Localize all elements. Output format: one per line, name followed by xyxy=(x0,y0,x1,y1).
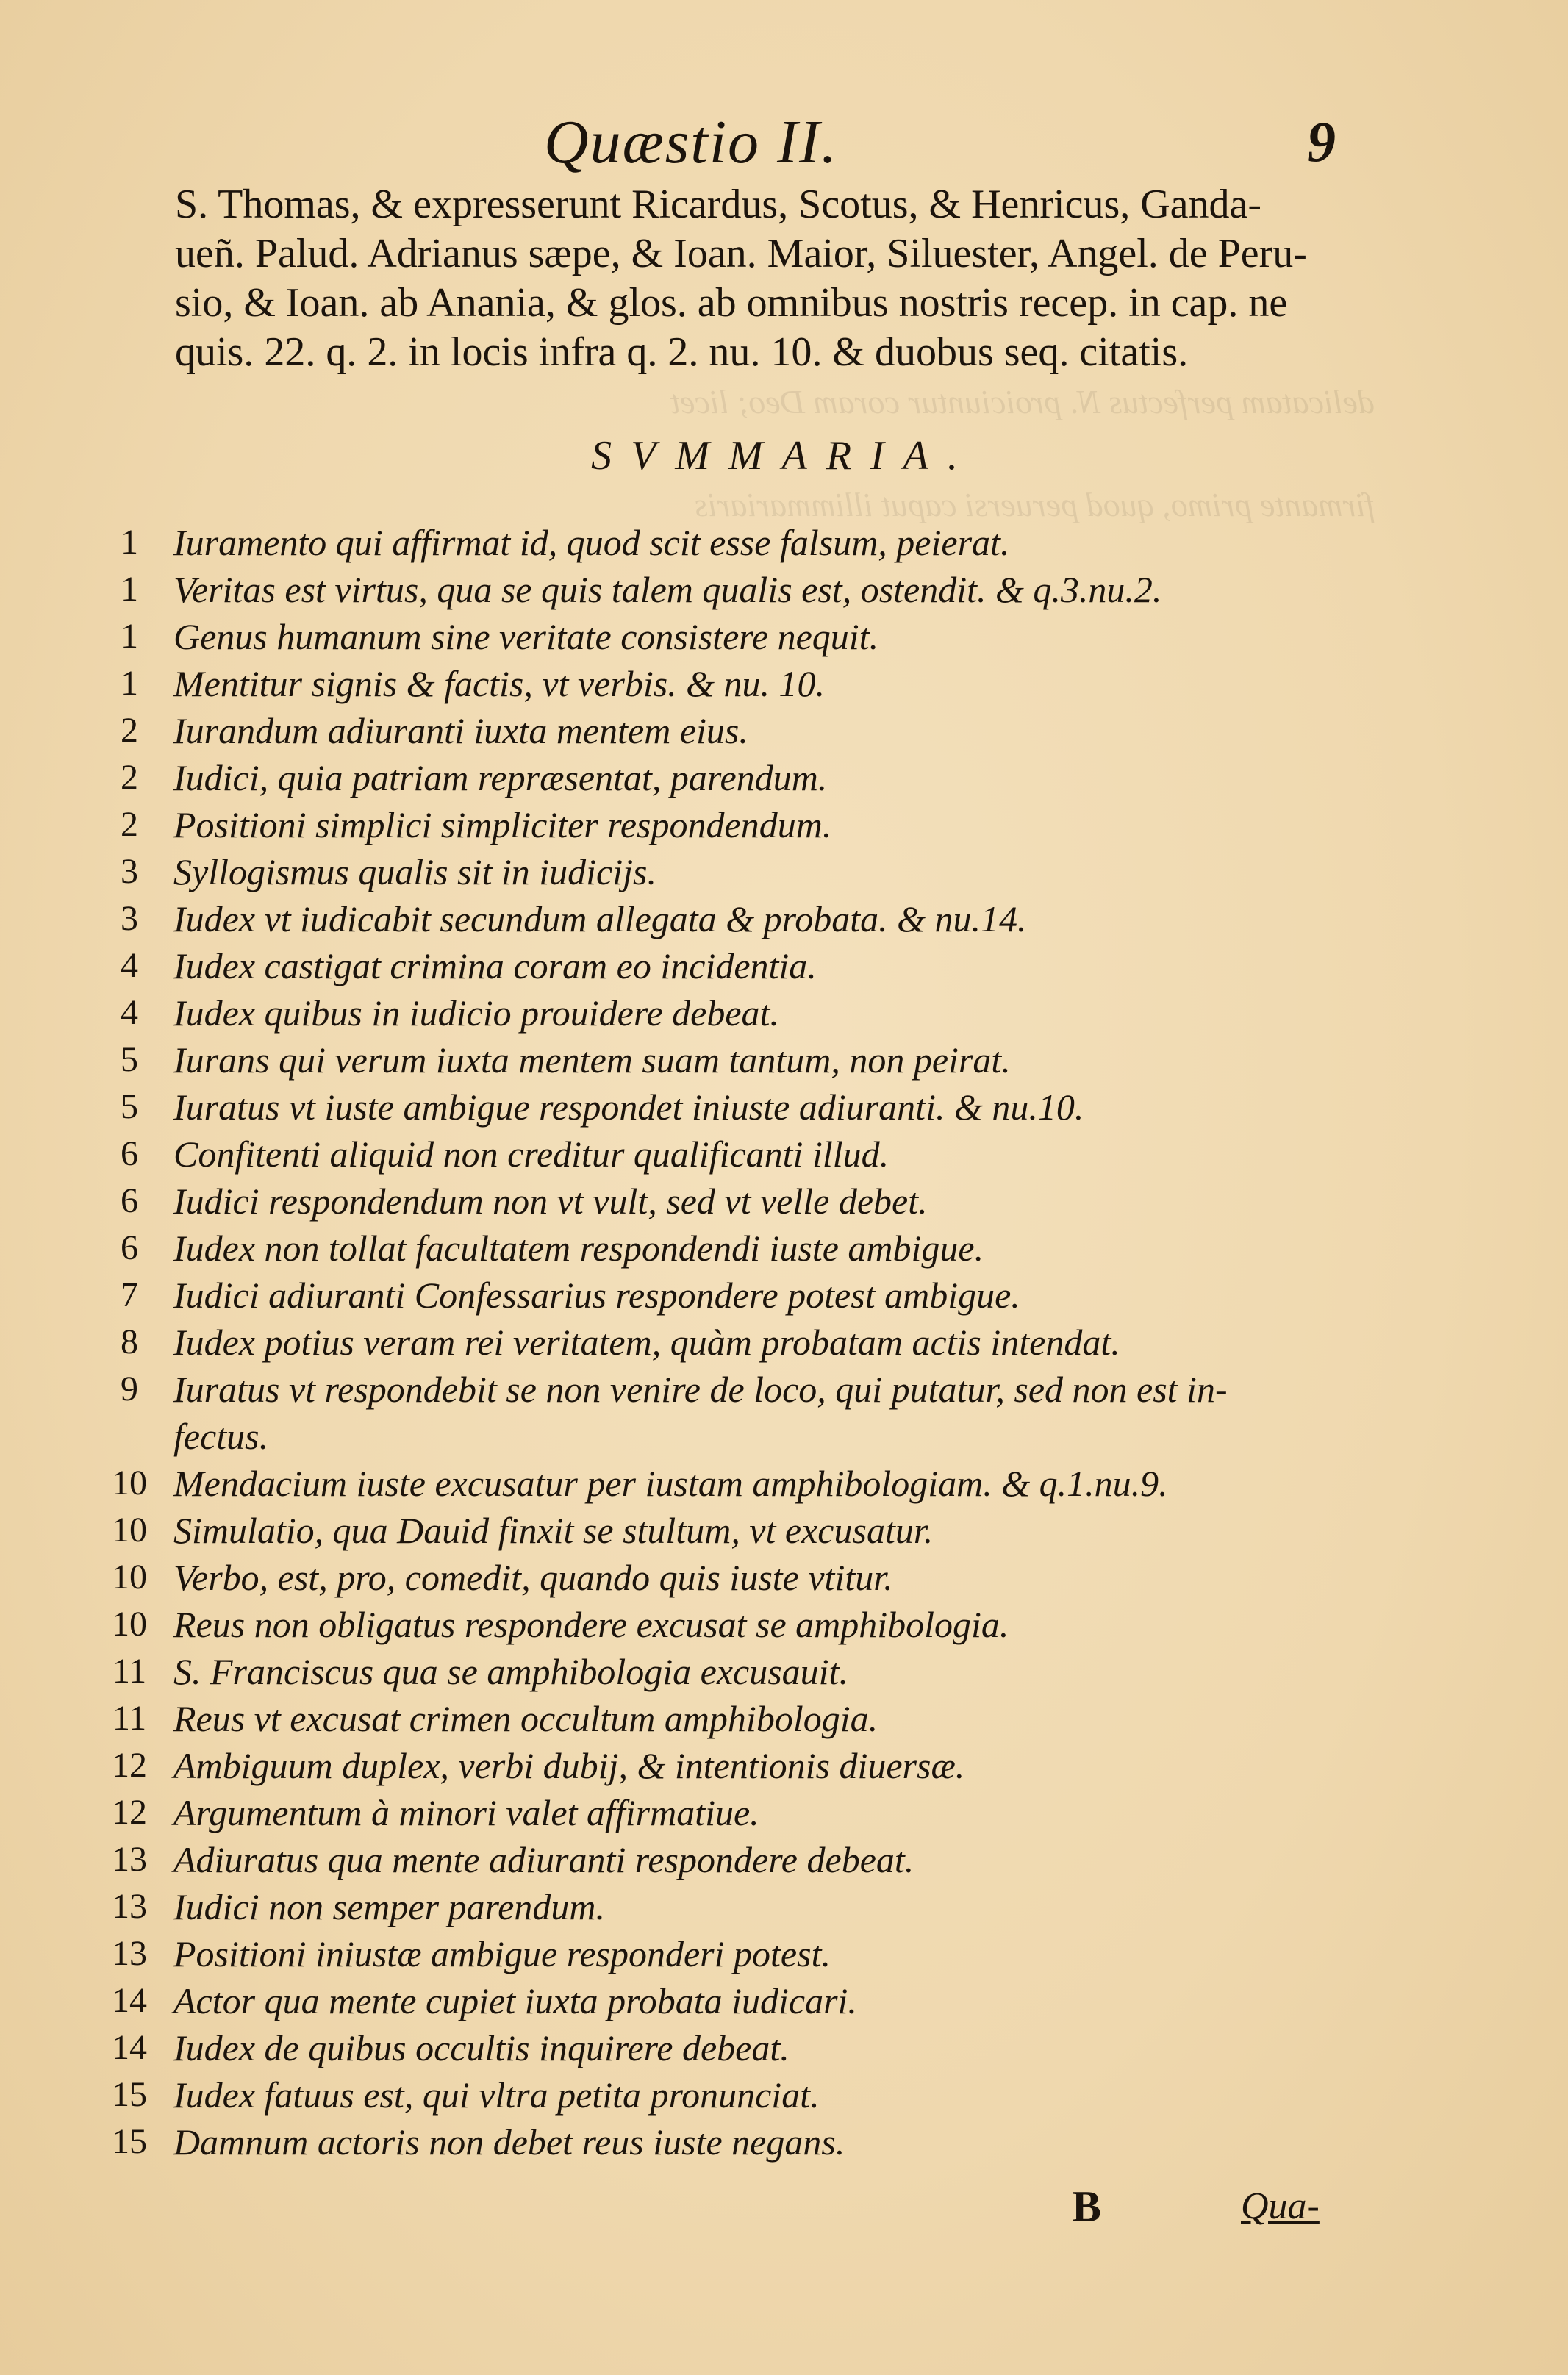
entry-number: 1 xyxy=(121,570,138,609)
summary-entry xyxy=(0,1930,1568,1977)
entry-text: Iurandum adiuranti iuxta mentem eius. xyxy=(173,710,748,751)
bleed-through-text: delicatam perfectus N. proiciuntur coram Deo; licet xyxy=(670,383,1375,420)
entry-text: Mentitur signis & factis, vt verbis. & nu. 10. xyxy=(173,663,826,704)
entry-number: 7 xyxy=(121,1275,138,1314)
entry-number: 14 xyxy=(112,1981,147,2020)
catchword: Qua- xyxy=(1241,2185,1320,2227)
entry-number: 10 xyxy=(112,1558,147,1597)
entry-text: Argumentum à minori valet affirmatiue. xyxy=(173,1792,759,1833)
entry-number: 8 xyxy=(121,1322,138,1361)
page-number: 9 xyxy=(1307,110,1336,173)
entry-number: 11 xyxy=(112,1699,147,1738)
intro-line: quis. 22. q. 2. in locis infra q. 2. nu. 10. & duobus seq. citatis. xyxy=(175,329,1189,375)
entry-number: 1 xyxy=(121,617,138,656)
entry-text: Iudex de quibus occultis inquirere debeat. xyxy=(173,2027,790,2068)
summary-entry xyxy=(0,566,1568,613)
entry-text-continuation: fectus. xyxy=(173,1416,269,1457)
entry-text: Iudex fatuus est, qui vltra petita pronunciat. xyxy=(173,2074,820,2116)
entry-text: Actor qua mente cupiet iuxta probata iudicari. xyxy=(173,1980,857,2021)
bleed-through-text: firmante primo, quod peruersi caput illimmariaris xyxy=(694,486,1375,523)
entry-number: 3 xyxy=(121,852,138,891)
entry-text: Iudici respondendum non vt vult, sed vt velle debet. xyxy=(173,1181,928,1222)
entry-number: 13 xyxy=(112,1840,147,1879)
summary-entry xyxy=(0,1836,1568,1883)
entry-number: 5 xyxy=(121,1087,138,1126)
entry-number: 14 xyxy=(112,2028,147,2067)
summary-entry xyxy=(0,1554,1568,1601)
summary-entry xyxy=(0,1083,1568,1131)
summary-entry xyxy=(0,1789,1568,1836)
summary-entry xyxy=(0,1977,1568,2024)
running-head-title: Quæstio II. xyxy=(544,108,838,176)
entry-number: 13 xyxy=(112,1934,147,1973)
entry-number: 12 xyxy=(112,1793,147,1832)
summary-entry xyxy=(0,613,1568,660)
entry-text: Iurans qui verum iuxta mentem suam tantum, non peirat. xyxy=(173,1039,1011,1081)
entry-text: Iudex potius veram rei veritatem, quàm probatam actis intendat. xyxy=(173,1322,1120,1363)
summary-entry xyxy=(0,754,1568,801)
summary-entry xyxy=(0,1225,1568,1272)
entry-text: Positioni iniustæ ambigue responderi potest. xyxy=(173,1933,831,1974)
intro-line: S. Thomas, & expresserunt Ricardus, Scotus, & Henricus, Ganda- xyxy=(175,182,1262,227)
entry-text: Iuratus vt respondebit se non venire de loco, qui putatur, sed non est in- xyxy=(173,1369,1228,1410)
entry-text: Iudex castigat crimina coram eo incidentia. xyxy=(173,945,817,986)
summary-entry xyxy=(0,1319,1568,1366)
entry-number: 11 xyxy=(112,1652,147,1691)
entry-text: Iudici, quia patriam repræsentat, parendum. xyxy=(173,757,828,798)
summary-entry xyxy=(0,801,1568,848)
summary-entry xyxy=(0,848,1568,895)
summary-entry xyxy=(0,2071,1568,2118)
entry-text: Reus non obligatus respondere excusat se amphibologia. xyxy=(173,1604,1009,1645)
summary-entry xyxy=(0,1036,1568,1083)
entry-text: Genus humanum sine veritate consistere nequit. xyxy=(173,616,879,657)
entry-text: Confitenti aliquid non creditur qualificanti illud. xyxy=(173,1133,889,1175)
entry-text: Iudici adiuranti Confessarius respondere potest ambigue. xyxy=(173,1275,1020,1316)
summary-entry xyxy=(0,895,1568,942)
intro-paragraph xyxy=(175,180,1360,377)
entry-text: Mendacium iuste excusatur per iustam amphibologiam. & q.1.nu.9. xyxy=(173,1463,1168,1504)
entry-number: 3 xyxy=(121,899,138,938)
entry-number: 2 xyxy=(121,805,138,844)
entry-text: Iuramento qui affirmat id, quod scit esse falsum, peierat. xyxy=(173,522,1010,563)
entry-number: 6 xyxy=(121,1181,138,1220)
summary-entry xyxy=(0,1366,1568,1460)
entry-text: Iudex quibus in iudicio prouidere debeat. xyxy=(173,992,779,1034)
entry-number: 10 xyxy=(112,1605,147,1644)
entry-text: Verbo, est, pro, comedit, quando quis iuste vtitur. xyxy=(173,1557,893,1598)
summary-entry xyxy=(0,519,1568,566)
entry-number: 5 xyxy=(121,1040,138,1079)
summary-entry xyxy=(0,1648,1568,1695)
summary-entry xyxy=(0,1883,1568,1930)
entry-text: Iuratus vt iuste ambigue respondet iniuste adiuranti. & nu.10. xyxy=(173,1086,1084,1128)
entry-number: 15 xyxy=(112,2122,147,2161)
entry-text: Iudex non tollat facultatem respondendi iuste ambigue. xyxy=(173,1228,984,1269)
entry-number: 4 xyxy=(121,993,138,1032)
entry-text: Iudex vt iudicabit secundum allegata & probata. & nu.14. xyxy=(173,898,1027,939)
entry-number: 2 xyxy=(121,711,138,750)
summary-entry xyxy=(0,660,1568,707)
summary-entry xyxy=(0,707,1568,754)
entry-text: Damnum actoris non debet reus iuste negans. xyxy=(173,2121,845,2163)
intro-line: sio, & Ioan. ab Anania, & glos. ab omnibus nostris recep. in cap. ne xyxy=(175,280,1288,326)
entry-number: 4 xyxy=(121,946,138,985)
signature-mark: B xyxy=(1072,2182,1102,2231)
entry-text: Iudici non semper parendum. xyxy=(173,1886,605,1927)
summary-entry xyxy=(0,1601,1568,1648)
summary-entry xyxy=(0,942,1568,989)
summary-entry xyxy=(0,2024,1568,2071)
summary-entry xyxy=(0,989,1568,1036)
entry-number: 6 xyxy=(121,1134,138,1173)
summary-entry xyxy=(0,1695,1568,1742)
summary-entry xyxy=(0,1507,1568,1554)
entry-text: Syllogismus qualis sit in iudicijs. xyxy=(173,851,656,892)
summary-entry xyxy=(0,1742,1568,1789)
entry-text: Reus vt excusat crimen occultum amphibologia. xyxy=(173,1698,878,1739)
summary-entry xyxy=(0,1178,1568,1225)
entry-number: 9 xyxy=(121,1369,138,1408)
summary-entry xyxy=(0,1272,1568,1319)
intro-line: ueñ. Palud. Adrianus sæpe, & Ioan. Maior, Siluester, Angel. de Peru- xyxy=(175,231,1307,276)
summary-entry xyxy=(0,1460,1568,1507)
entry-text: S. Franciscus qua se amphibologia excusauit. xyxy=(173,1651,848,1692)
entry-number: 10 xyxy=(112,1511,147,1550)
summary-entry xyxy=(0,1131,1568,1178)
summary-heading: SVMMARIA. xyxy=(591,433,977,479)
entry-number: 2 xyxy=(121,758,138,797)
entry-text: Positioni simplici simpliciter respondendum. xyxy=(173,804,832,845)
entry-text: Simulatio, qua Dauid finxit se stultum, vt excusatur. xyxy=(173,1510,934,1551)
entry-number: 6 xyxy=(121,1228,138,1267)
summary-entry xyxy=(0,2118,1568,2166)
entry-number: 1 xyxy=(121,664,138,703)
entry-number: 1 xyxy=(121,523,138,562)
entry-number: 15 xyxy=(112,2075,147,2114)
entry-number: 13 xyxy=(112,1887,147,1926)
entry-number: 10 xyxy=(112,1464,147,1502)
entry-number: 12 xyxy=(112,1746,147,1785)
entry-text: Adiuratus qua mente adiuranti respondere debeat. xyxy=(173,1839,914,1880)
entry-text: Veritas est virtus, qua se quis talem qualis est, ostendit. & q.3.nu.2. xyxy=(173,569,1162,610)
entry-text: Ambiguum duplex, verbi dubij, & intentionis diuersæ. xyxy=(173,1745,965,1786)
